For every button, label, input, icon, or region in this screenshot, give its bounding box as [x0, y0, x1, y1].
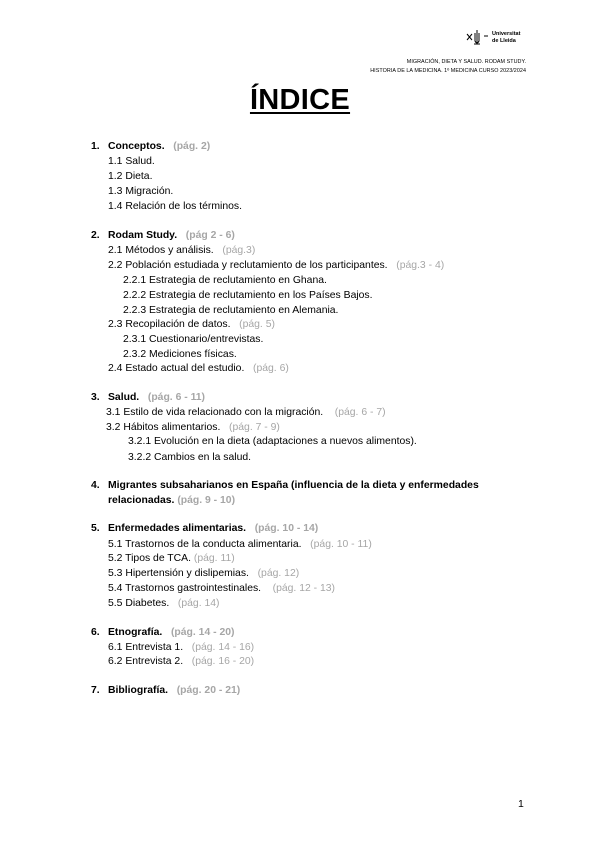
toc-subitem: 2.3.2 Mediciones físicas.	[123, 349, 237, 360]
toc-section-2: 2. Rodam Study. (pág 2 - 6)	[91, 230, 235, 241]
toc-subitem: 3.2.1 Evolución en la dieta (adaptaciones a nuevos alimentos).	[128, 436, 417, 447]
toc-item: 3.1 Estilo de vida relacionado con la migración. (pág. 6 - 7)	[106, 407, 386, 418]
toc-item: 2.2 Población estudiada y reclutamiento de los participantes. (pág.3 - 4)	[108, 260, 445, 271]
page-title: ÍNDICE	[249, 84, 351, 116]
toc-item: 2.3 Recopilación de datos. (pág. 5)	[108, 319, 275, 330]
toc-subitem: 2.2.2 Estrategia de reclutamiento en los Países Bajos.	[123, 290, 373, 301]
toc-section-5: 5. Enfermedades alimentarias. (pág. 10 - 14)	[91, 523, 319, 534]
toc-item: 1.1 Salud.	[108, 156, 155, 167]
toc-item: 5.5 Diabetes. (pág. 14)	[108, 598, 220, 609]
header-line-1: MIGRACIÓN, DIETA Y SALUD. RODAM STUDY.	[406, 59, 526, 65]
toc-section-3: 3. Salud. (pág. 6 - 11)	[91, 392, 206, 403]
page-number: 1	[518, 798, 524, 810]
toc-subitem: 2.2.3 Estrategia de reclutamiento en Alemania.	[123, 305, 339, 316]
toc-section-4-continued: relacionadas. (pág. 9 - 10)	[108, 495, 236, 506]
toc-item: 5.4 Trastornos gastrointestinales. (pág. 12 - 13)	[108, 583, 336, 594]
toc-item: 3.2 Hábitos alimentarios. (pág. 7 - 9)	[106, 422, 280, 433]
toc-item: 2.1 Métodos y análisis. (pág.3)	[108, 245, 256, 256]
toc-item: 6.1 Entrevista 1. (pág. 14 - 16)	[108, 642, 255, 653]
toc-item: 5.3 Hipertensión y dislipemias. (pág. 12)	[108, 568, 300, 579]
toc-item: 2.4 Estado actual del estudio. (pág. 6)	[108, 363, 289, 374]
toc-item: 1.3 Migración.	[108, 186, 174, 197]
toc-section-4: 4. Migrantes subsaharianos en España (influencia de la dieta y enfermedades	[91, 480, 479, 491]
toc-item: 5.1 Trastornos de la conducta alimentaria. (pág. 10 - 11)	[108, 539, 372, 550]
university-name: Universitat de Lleida	[492, 31, 521, 44]
toc-section-6: 6. Etnografía. (pág. 14 - 20)	[91, 627, 235, 638]
university-logo	[466, 28, 530, 50]
toc-item: 5.2 Tipos de TCA. (pág. 11)	[108, 553, 235, 564]
university-emblem-icon	[466, 28, 492, 50]
toc-item: 1.4 Relación de los términos.	[108, 201, 242, 212]
toc-section-7: 7. Bibliografía. (pág. 20 - 21)	[91, 685, 241, 696]
toc-section-1: 1. Conceptos. (pág. 2)	[91, 141, 211, 152]
toc-item: 1.2 Dieta.	[108, 171, 153, 182]
header-line-2: HISTORIA DE LA MEDICINA. 1º MEDICINA CURSO 2023/2024	[370, 68, 526, 74]
toc-item: 6.2 Entrevista 2. (pág. 16 - 20)	[108, 656, 255, 667]
toc-subitem: 2.2.1 Estrategia de reclutamiento en Ghana.	[123, 275, 327, 286]
toc-subitem: 3.2.2 Cambios en la salud.	[128, 452, 252, 463]
document-header	[370, 58, 526, 76]
toc-subitem: 2.3.1 Cuestionario/entrevistas.	[123, 334, 264, 345]
